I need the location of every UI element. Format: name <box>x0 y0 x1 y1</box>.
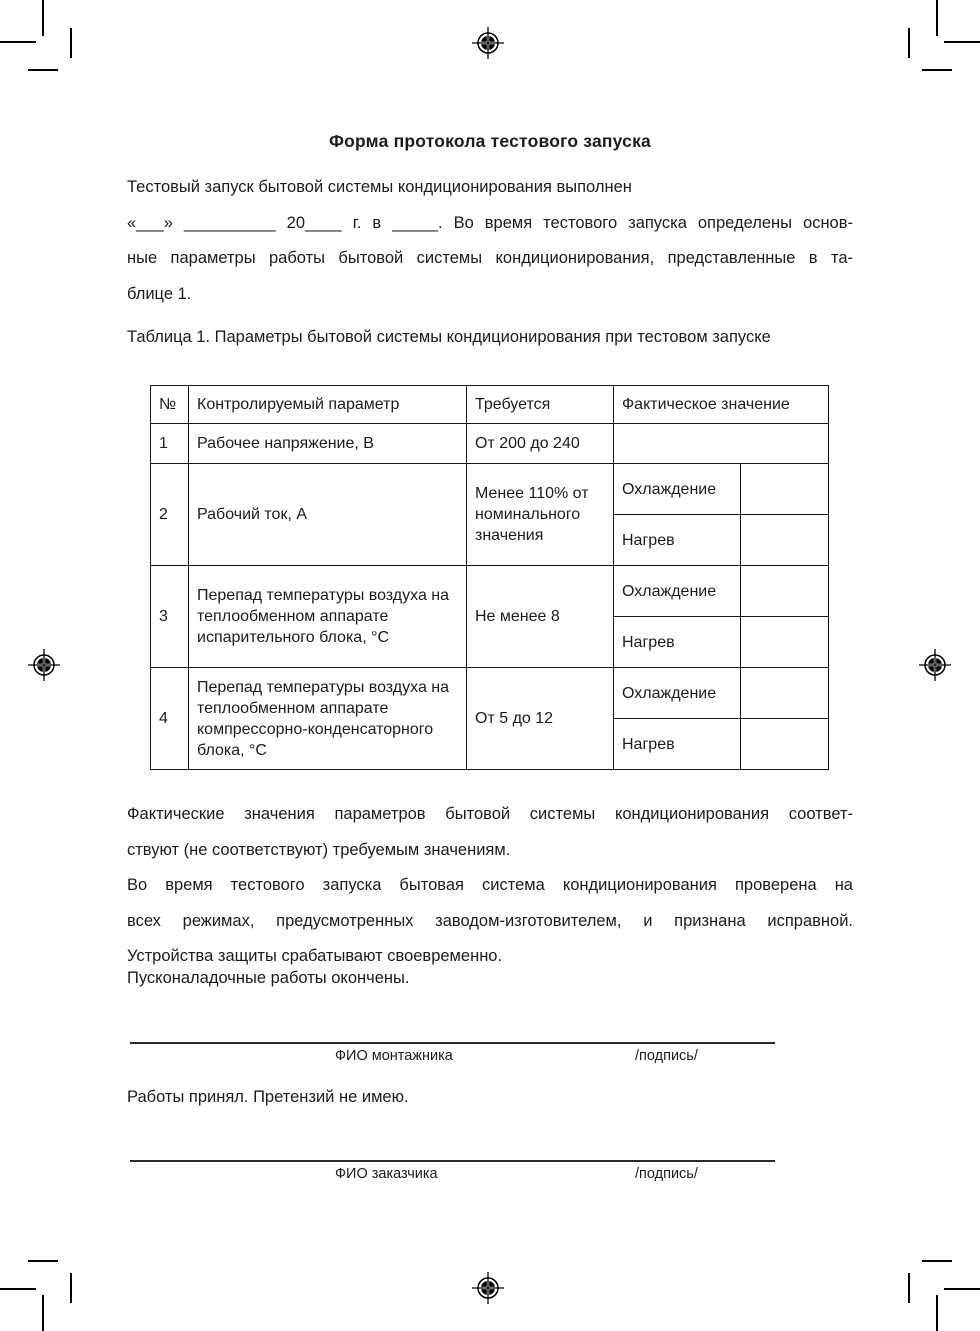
registration-mark-icon <box>917 647 953 683</box>
cell-value-blank <box>741 617 829 668</box>
table-header-row <box>151 386 829 424</box>
cell-actual-value-blank <box>614 424 829 464</box>
conclusion-line: ствуют (не соответствуют) требуемым значениям. <box>127 840 511 859</box>
cell-parameter: Рабочее напряжение, В <box>189 424 467 464</box>
cell-number: 2 <box>151 464 189 566</box>
conclusion-line: Фактические значения параметров бытовой системы кондиционирования соответ- <box>127 805 853 823</box>
header-actual-value: Фактическое значение <box>614 386 829 424</box>
cell-mode-cooling: Охлаждение <box>614 566 741 617</box>
installer-sign-label: /подпись/ <box>635 1048 698 1064</box>
table-row <box>151 424 829 464</box>
header-required: Требуется <box>467 386 614 424</box>
conclusion-line: Во время тестового запуска бытовая система кондиционирования проверена на <box>127 876 853 894</box>
registration-mark-icon <box>26 647 62 683</box>
cell-required: Не менее 8 <box>467 566 614 668</box>
cell-parameter: Перепад температуры воздуха на теплообменном аппарате испарительного блока, °С <box>189 566 467 668</box>
table-row <box>151 668 829 719</box>
signature-labels-customer <box>130 1166 775 1186</box>
cell-mode-heating: Нагрев <box>614 719 741 770</box>
cell-number: 4 <box>151 668 189 770</box>
cell-parameter: Рабочий ток, А <box>189 464 467 566</box>
cell-value-blank <box>741 668 829 719</box>
conclusion-line: Устройства защиты срабатывают своевременно. <box>127 947 503 965</box>
table-row <box>151 464 829 515</box>
cell-mode-cooling: Охлаждение <box>614 464 741 515</box>
intro-line: Тестовый запуск бытовой системы кондиционирования выполнен <box>127 178 632 196</box>
customer-name-label: ФИО заказчика <box>335 1166 438 1182</box>
registration-mark-icon <box>470 1270 506 1306</box>
parameters-table <box>150 385 829 770</box>
acceptance-note: Работы принял. Претензий не имею. <box>127 1088 409 1106</box>
conclusion-line: всех режимах, предусмотренных заводом-изготовителем, и признана исправной. <box>127 911 853 930</box>
table-row <box>151 566 829 617</box>
registration-mark-icon <box>470 25 506 61</box>
signature-line-customer <box>130 1160 775 1162</box>
cell-number: 3 <box>151 566 189 668</box>
header-number: № <box>151 386 189 424</box>
cell-required: От 5 до 12 <box>467 668 614 770</box>
cell-parameter: Перепад температуры воздуха на теплообменном аппарате компрессорно-конденсаторного блока, °С <box>189 668 467 770</box>
installer-name-label: ФИО монтажника <box>335 1048 453 1064</box>
cell-required: От 200 до 240 <box>467 424 614 464</box>
intro-line: блице 1. <box>127 284 192 303</box>
cell-mode-heating: Нагрев <box>614 617 741 668</box>
intro-line: ные параметры работы бытовой системы кондиционирования, представленные в та- <box>127 249 853 267</box>
conclusion-paragraph <box>127 797 853 975</box>
cell-value-blank <box>741 464 829 515</box>
cell-value-blank <box>741 719 829 770</box>
table-caption: Таблица 1. Параметры бытовой системы кондиционирования при тестовом запуске <box>127 328 771 346</box>
cell-value-blank <box>741 515 829 566</box>
customer-sign-label: /подпись/ <box>635 1166 698 1182</box>
signature-labels-installer <box>130 1048 775 1068</box>
page-title: Форма протокола тестового запуска <box>329 131 651 151</box>
signature-line-installer <box>130 1042 775 1044</box>
cell-required: Менее 110% от номинального значения <box>467 464 614 566</box>
cell-number: 1 <box>151 424 189 464</box>
intro-line-fill-in-date: «___» __________ 20____ г. в _____. Во время тестового запуска определены основ- <box>127 213 853 232</box>
header-parameter: Контролируемый параметр <box>189 386 467 424</box>
cell-value-blank <box>741 566 829 617</box>
final-note: Пусконаладочные работы окончены. <box>127 969 410 987</box>
intro-paragraph <box>127 170 853 312</box>
cell-mode-cooling: Охлаждение <box>614 668 741 719</box>
cell-mode-heating: Нагрев <box>614 515 741 566</box>
